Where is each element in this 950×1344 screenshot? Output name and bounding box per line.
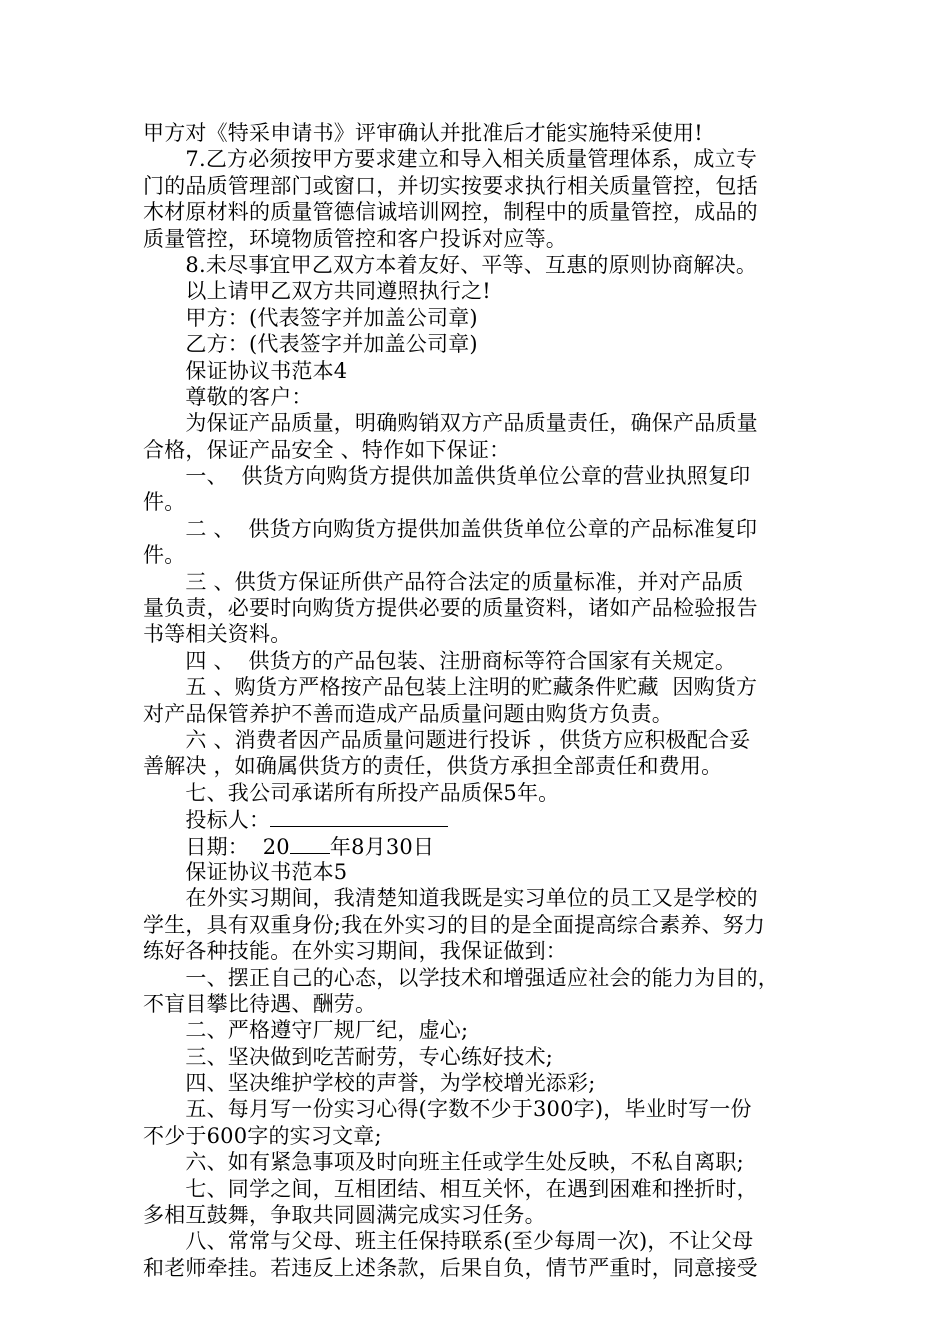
date-suffix: 年8月30日 (329, 834, 435, 859)
document-body (143, 120, 815, 1281)
text-line: 8.未尽事宜甲乙双方本着友好、平等、互惠的原则协商解决。 (143, 252, 758, 277)
text-line: 为保证产品质量，明确购销双方产品质量责任，确保产品质量 (143, 411, 758, 436)
text-line: 尊敬的客户： (143, 384, 313, 409)
text-line: 四 、 供货方的产品包装、注册商标等符合国家有关规定。 (143, 648, 737, 673)
text-line: 书等相关资料。 (143, 622, 292, 647)
text-line: 和老师牵挂。若违反上述条款，后果自负，情节严重时，同意接受 (143, 1255, 758, 1280)
date-line (143, 833, 815, 859)
text-line: 以上请甲乙双方共同遵照执行之! (143, 279, 491, 304)
text-line: 一、 供货方向购货方提供加盖供货单位公章的营业执照复印 (143, 464, 751, 489)
text-line: 善解决 ，如确属供货方的责任，供货方承担全部责任和费用。 (143, 754, 723, 779)
text-line: 门的品质管理部门或窗口，并切实按要求执行相关质量管控，包括 (143, 173, 758, 198)
text-line: 合格，保证产品安全 、特作如下保证： (143, 437, 511, 462)
text-line: 六 、消费者因产品质量问题进行投诉 ，供货方应积极配合妥 (143, 727, 751, 752)
section-heading: 保证协议书范本5 (143, 859, 348, 884)
text-line: 件。 (143, 543, 186, 568)
text-line: 二 、 供货方向购货方提供加盖供货单位公章的产品标准复印 (143, 516, 758, 541)
text-line: 甲方：(代表签字并加盖公司章) (143, 305, 478, 330)
text-line: 七、同学之间，互相团结、相互关怀，在遇到困难和挫折时， (143, 1176, 758, 1201)
text-line: 一、摆正自己的心态，以学技术和增强适应社会的能力为目的， (143, 965, 779, 990)
text-line: 质量管控，环境物质管控和客户投诉对应等。 (143, 226, 567, 251)
text-line: 不少于600字的实习文章; (143, 1123, 382, 1148)
bidder-line (143, 806, 815, 832)
text-line: 甲方对《特采申请书》评审确认并批准后才能实施特采使用! (143, 121, 703, 145)
text-line: 三 、供货方保证所供产品符合法定的质量标准，并对产品质 (143, 569, 744, 594)
text-line: 多相互鼓舞，争取共同圆满完成实习任务。 (143, 1203, 546, 1228)
section-heading: 保证协议书范本4 (143, 358, 348, 383)
text-line: 学生，具有双重身份;我在外实习的目的是全面提高综合素养、努力 (143, 912, 766, 937)
text-line: 练好各种技能。在外实习期间，我保证做到： (143, 939, 567, 964)
text-line: 7.乙方必须按甲方要求建立和导入相关质量管理体系，成立专 (143, 147, 758, 172)
text-line: 七、我公司承诺所有所投产品质保5年。 (143, 780, 560, 805)
text-line: 件。 (143, 490, 186, 515)
date-label: 日期： 20 (143, 834, 290, 859)
text-line: 不盲目攀比待遇、酬劳。 (143, 991, 377, 1016)
text-line: 乙方：(代表签字并加盖公司章) (143, 332, 478, 357)
text-line: 八、常常与父母、班主任保持联系(至少每周一次)，不让父母 (143, 1229, 754, 1254)
text-line: 五、每月写一份实习心得(字数不少于300字)，毕业时写一份 (143, 1097, 752, 1122)
bidder-label: 投标人： (143, 808, 271, 833)
text-line: 五 、购货方严格按产品包装上注明的贮藏条件贮藏 因购货方 (143, 675, 758, 700)
text-line: 在外实习期间，我清楚知道我既是实习单位的员工又是学校的 (143, 886, 758, 911)
text-line: 木材原材料的质量管德信诚培训网控，制程中的质量管控，成品的 (143, 200, 758, 225)
bidder-signature-blank (270, 806, 448, 827)
text-line: 六、如有紧急事项及时向班主任或学生处反映，不私自离职; (143, 1150, 744, 1175)
text-line: 四、坚决维护学校的声誉，为学校增光添彩; (143, 1071, 596, 1096)
text-line: 二、严格遵守厂规厂纪，虚心; (143, 1018, 469, 1043)
year-blank (290, 833, 330, 854)
text-line: 三、坚决做到吃苦耐劳，专心练好技术; (143, 1044, 554, 1069)
text-line: 量负责，必要时向购货方提供必要的质量资料，诸如产品检验报告 (143, 596, 758, 621)
text-line: 对产品保管养护不善而造成产品质量问题由购货方负责。 (143, 701, 673, 726)
